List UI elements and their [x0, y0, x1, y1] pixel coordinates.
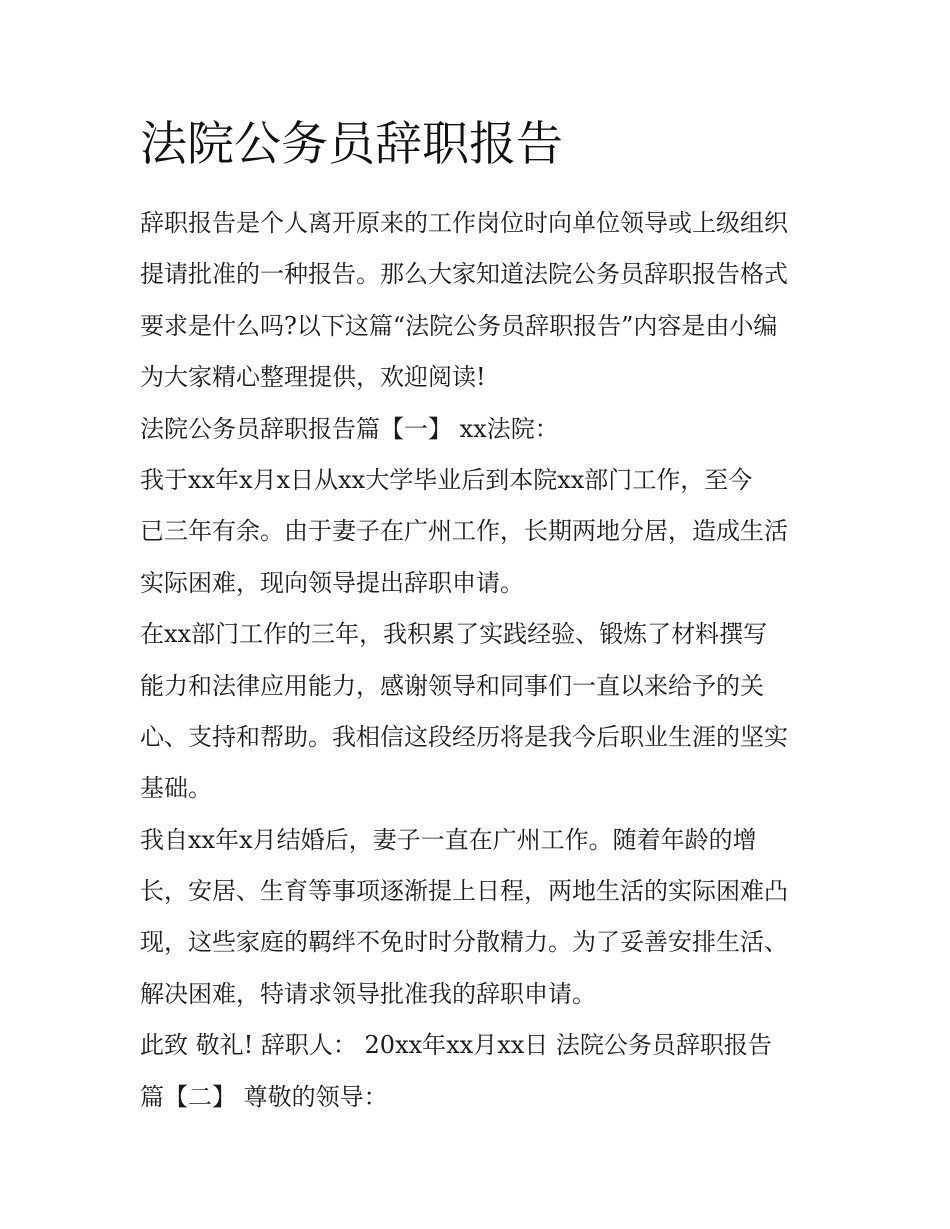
- body-line: 已三年有余。由于妻子在广州工作，长期两地分居，造成生活: [140, 517, 788, 546]
- body-line: 我自xx年x月结婚后，妻子一直在广州工作。随着年龄的增: [140, 825, 757, 854]
- body-line: 为大家精心整理提供，欢迎阅读!: [140, 363, 486, 392]
- body-line: 现，这些家庭的羁绊不免时时分散精力。为了妥善安排生活、: [140, 928, 788, 957]
- body-line: 能力和法律应用能力，感谢领导和同事们一直以来给予的关: [140, 671, 764, 700]
- body-line: 在xx部门工作的三年，我积累了实践经验、锻炼了材料撰写: [140, 620, 768, 649]
- body-line: 我于xx年x月x日从xx大学毕业后到本院xx部门工作，至今: [140, 465, 753, 494]
- body-line: 基础。: [140, 774, 212, 803]
- body-line: 长，安居、生育等事项逐渐提上日程，两地生活的实际困难凸: [140, 877, 788, 906]
- signature-line: 此致 敬礼! 辞职人： 20xx年xx月xx日 法院公务员辞职报告: [140, 1031, 772, 1060]
- body-line: 实际困难，现向领导提出辞职申请。: [140, 568, 524, 597]
- document-title: 法院公务员辞职报告: [140, 117, 563, 172]
- body-line: 要求是什么吗?以下这篇“法院公务员辞职报告”内容是由小编: [140, 311, 778, 340]
- document-body: [140, 198, 820, 1123]
- section-heading-line: 法院公务员辞职报告篇【一】 xx法院：: [140, 414, 559, 443]
- body-line: 辞职报告是个人离开原来的工作岗位时向单位领导或上级组织: [140, 209, 788, 237]
- body-line: 解决困难，特请求领导批准我的辞职申请。: [140, 979, 596, 1008]
- body-line: 心、支持和帮助。我相信这段经历将是我今后职业生涯的坚实: [140, 722, 788, 751]
- section-heading-line: 篇【二】 尊敬的领导：: [140, 1082, 388, 1111]
- body-line: 提请批准的一种报告。那么大家知道法院公务员辞职报告格式: [140, 260, 788, 289]
